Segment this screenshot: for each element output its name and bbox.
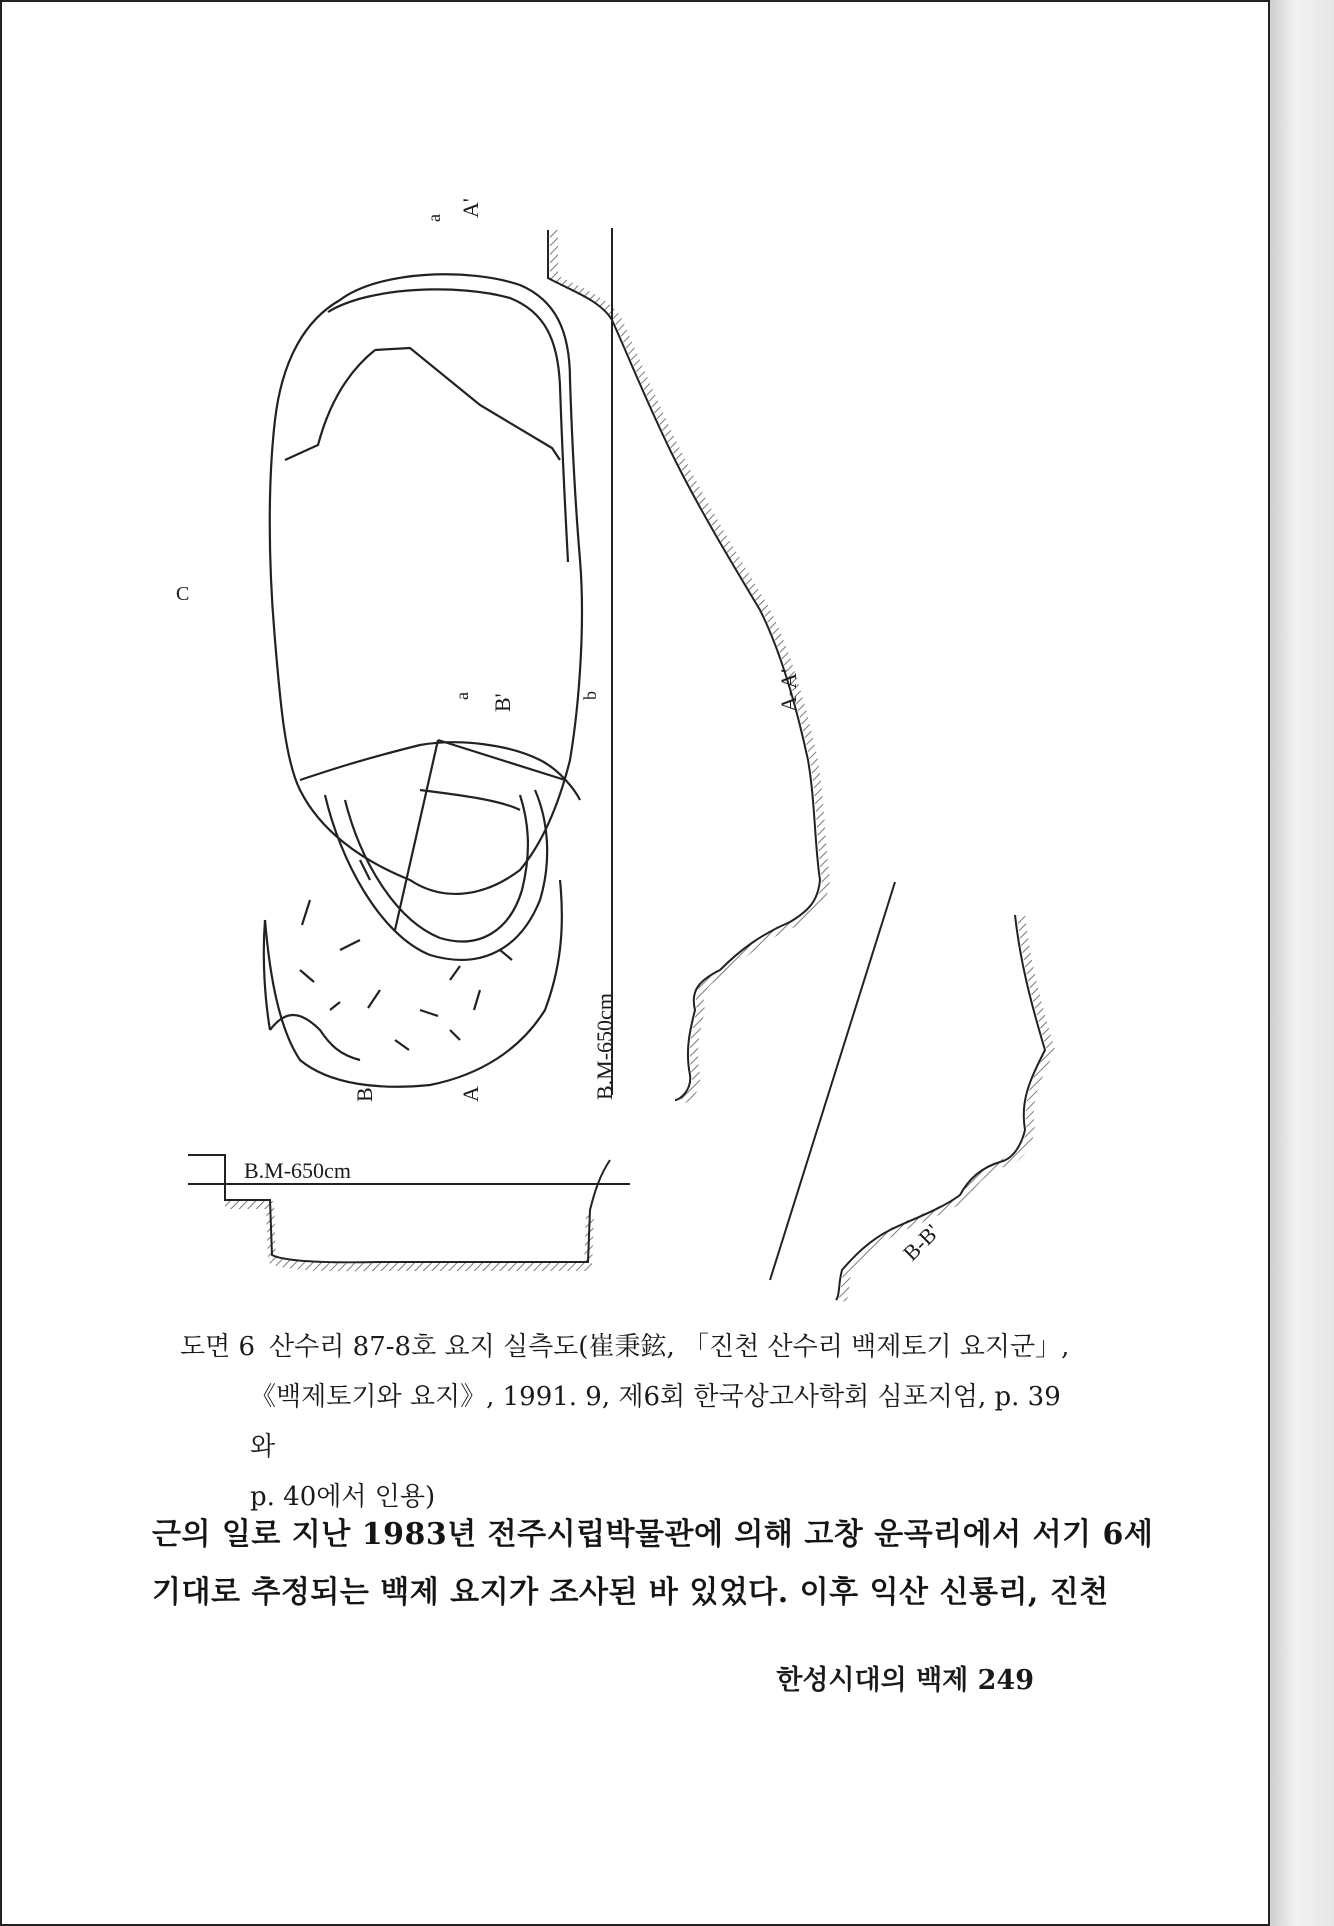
section-aa-profile — [548, 228, 826, 1100]
label-bm-horizontal: B.M-650cm — [244, 1158, 351, 1183]
page-edge-shadow — [1270, 0, 1334, 1926]
figure-caption — [180, 1322, 1080, 1522]
label-bm-vertical: B.M-650cm — [592, 993, 617, 1100]
caption-line-2: 《백제토기와 요지》, 1991. 9, 제6회 한국상고사학회 심포지엄, p. 39와 — [250, 1382, 1061, 1462]
running-footer: 한성시대의 백제 249 — [776, 1665, 1034, 1696]
label-a-bottom: A — [458, 1086, 483, 1102]
body-line-2: 기대로 추정되는 백제 요지가 조사된 바 있었다. 이후 익산 신룡리, 진천 — [152, 1575, 1109, 1610]
label-section-aa: A-A' — [776, 668, 801, 712]
kiln-plan — [264, 274, 582, 1086]
label-a-prime-top: A' — [458, 198, 483, 218]
label-a-mark-top: a — [424, 214, 444, 222]
label-b-mark-mid: b — [580, 691, 600, 700]
caption-line-1 — [180, 1332, 1069, 1362]
caption-line-3: p. 40에서 인용) — [250, 1482, 436, 1512]
body-line-1: 근의 일로 지난 1983년 전주시립박물관에 의해 고창 운곡리에서 서기 6세 — [152, 1517, 1154, 1552]
caption-text-1: 산수리 87-8호 요지 실측도(崔秉鉉, 「진천 산수리 백제토기 요지군」, — [269, 1332, 1070, 1362]
label-c-mark: C — [176, 583, 190, 605]
body-paragraph — [152, 1506, 1154, 1622]
label-b-bottom: B — [352, 1087, 377, 1102]
label-section-bb: B-B' — [897, 1219, 945, 1266]
label-a-mark-mid: a — [452, 692, 472, 700]
figure-number: 도면 6 — [180, 1332, 256, 1362]
label-b-prime-mid: B' — [490, 693, 515, 712]
